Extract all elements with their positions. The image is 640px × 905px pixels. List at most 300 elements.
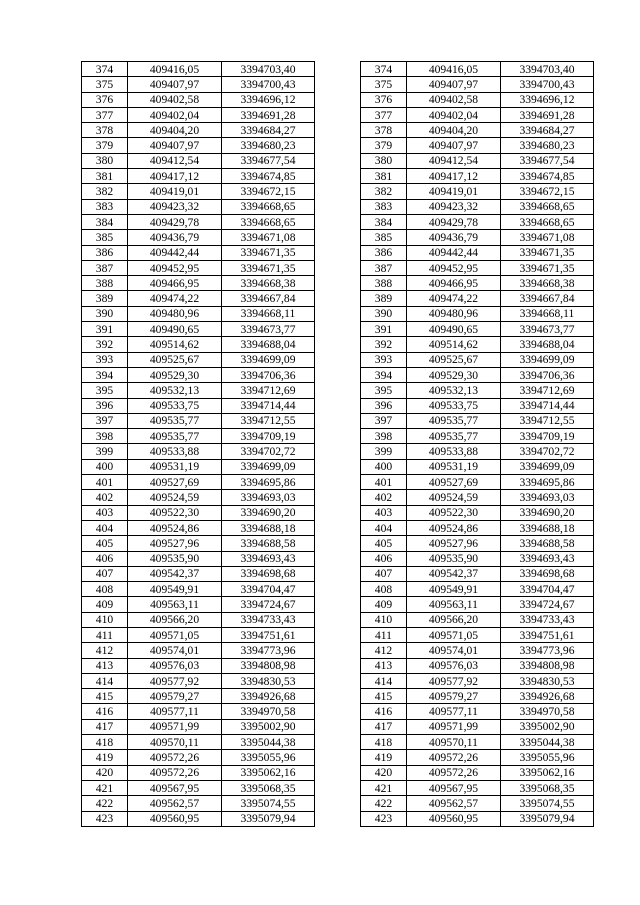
right-y-coordinate-cell: 3395044,38 [500, 735, 593, 750]
right-y-coordinate-cell: 3394680,23 [500, 138, 593, 153]
right-y-coordinate-cell: 3394668,65 [500, 214, 593, 229]
left-x-coordinate-cell: 409533,88 [127, 444, 221, 459]
right-x-coordinate-cell: 409566,20 [406, 612, 500, 627]
right-y-coordinate-cell: 3394671,35 [500, 260, 593, 275]
left-y-coordinate-cell: 3394830,53 [222, 673, 315, 688]
left-y-coordinate-cell: 3394671,08 [222, 230, 315, 245]
left-y-coordinate-cell: 3394668,38 [222, 276, 315, 291]
right-x-coordinate-cell: 409577,11 [406, 704, 500, 719]
right-point-number-cell: 389 [360, 291, 406, 306]
left-y-coordinate-cell: 3394677,54 [222, 153, 315, 168]
left-point-number-cell: 410 [82, 612, 128, 627]
left-x-coordinate-cell: 409524,86 [127, 520, 221, 535]
left-point-number-cell: 383 [82, 199, 128, 214]
table-row [82, 536, 594, 551]
right-x-coordinate-cell: 409417,12 [406, 169, 500, 184]
right-point-number-cell: 423 [360, 811, 406, 826]
left-x-coordinate-cell: 409429,78 [127, 214, 221, 229]
right-point-number-cell: 394 [360, 367, 406, 382]
table-row [82, 306, 594, 321]
left-x-coordinate-cell: 409570,11 [127, 735, 221, 750]
table-row [82, 367, 594, 382]
right-y-coordinate-cell: 3395074,55 [500, 796, 593, 811]
left-y-coordinate-cell: 3394699,09 [222, 459, 315, 474]
table-row [82, 276, 594, 291]
right-x-coordinate-cell: 409429,78 [406, 214, 500, 229]
right-y-coordinate-cell: 3394926,68 [500, 689, 593, 704]
table-row [82, 260, 594, 275]
left-point-number-cell: 392 [82, 337, 128, 352]
left-x-coordinate-cell: 409407,97 [127, 138, 221, 153]
right-x-coordinate-cell: 409560,95 [406, 811, 500, 826]
left-x-coordinate-cell: 409577,11 [127, 704, 221, 719]
left-point-number-cell: 415 [82, 689, 128, 704]
right-point-number-cell: 387 [360, 260, 406, 275]
left-point-number-cell: 400 [82, 459, 128, 474]
left-x-coordinate-cell: 409549,91 [127, 582, 221, 597]
left-x-coordinate-cell: 409535,77 [127, 413, 221, 428]
left-y-coordinate-cell: 3394698,68 [222, 566, 315, 581]
right-y-coordinate-cell: 3394673,77 [500, 322, 593, 337]
right-x-coordinate-cell: 409452,95 [406, 260, 500, 275]
right-point-number-cell: 377 [360, 107, 406, 122]
column-gap [314, 735, 360, 750]
right-point-number-cell: 376 [360, 92, 406, 107]
column-gap [314, 276, 360, 291]
right-x-coordinate-cell: 409533,75 [406, 398, 500, 413]
table-row [82, 796, 594, 811]
left-y-coordinate-cell: 3394688,04 [222, 337, 315, 352]
left-point-number-cell: 405 [82, 536, 128, 551]
table-row [82, 153, 594, 168]
left-x-coordinate-cell: 409417,12 [127, 169, 221, 184]
column-gap [314, 107, 360, 122]
left-y-coordinate-cell: 3394668,65 [222, 199, 315, 214]
right-x-coordinate-cell: 409533,88 [406, 444, 500, 459]
left-y-coordinate-cell: 3394671,35 [222, 245, 315, 260]
left-y-coordinate-cell: 3394970,58 [222, 704, 315, 719]
column-gap [314, 658, 360, 673]
right-x-coordinate-cell: 409531,19 [406, 459, 500, 474]
right-y-coordinate-cell: 3394703,40 [500, 62, 593, 77]
left-point-number-cell: 376 [82, 92, 128, 107]
left-y-coordinate-cell: 3394773,96 [222, 643, 315, 658]
column-gap [314, 719, 360, 734]
right-y-coordinate-cell: 3394671,35 [500, 245, 593, 260]
left-x-coordinate-cell: 409542,37 [127, 566, 221, 581]
column-gap [314, 123, 360, 138]
left-y-coordinate-cell: 3394704,47 [222, 582, 315, 597]
column-gap [314, 796, 360, 811]
right-y-coordinate-cell: 3394704,47 [500, 582, 593, 597]
table-row [82, 490, 594, 505]
table-row [82, 107, 594, 122]
right-x-coordinate-cell: 409571,05 [406, 627, 500, 642]
right-point-number-cell: 412 [360, 643, 406, 658]
column-gap [314, 291, 360, 306]
left-point-number-cell: 399 [82, 444, 128, 459]
left-x-coordinate-cell: 409442,44 [127, 245, 221, 260]
right-y-coordinate-cell: 3394668,11 [500, 306, 593, 321]
right-x-coordinate-cell: 409572,26 [406, 765, 500, 780]
right-y-coordinate-cell: 3394690,20 [500, 505, 593, 520]
right-point-number-cell: 384 [360, 214, 406, 229]
table-row [82, 658, 594, 673]
left-point-number-cell: 389 [82, 291, 128, 306]
right-point-number-cell: 420 [360, 765, 406, 780]
left-point-number-cell: 379 [82, 138, 128, 153]
left-point-number-cell: 390 [82, 306, 128, 321]
right-x-coordinate-cell: 409563,11 [406, 597, 500, 612]
column-gap [314, 383, 360, 398]
right-x-coordinate-cell: 409402,04 [406, 107, 500, 122]
left-y-coordinate-cell: 3394688,58 [222, 536, 315, 551]
table-row [82, 383, 594, 398]
right-y-coordinate-cell: 3394706,36 [500, 367, 593, 382]
left-point-number-cell: 391 [82, 322, 128, 337]
right-x-coordinate-cell: 409542,37 [406, 566, 500, 581]
left-y-coordinate-cell: 3394703,40 [222, 62, 315, 77]
column-gap [314, 322, 360, 337]
right-x-coordinate-cell: 409466,95 [406, 276, 500, 291]
left-y-coordinate-cell: 3394733,43 [222, 612, 315, 627]
left-y-coordinate-cell: 3395044,38 [222, 735, 315, 750]
right-x-coordinate-cell: 409474,22 [406, 291, 500, 306]
left-y-coordinate-cell: 3394926,68 [222, 689, 315, 704]
right-point-number-cell: 415 [360, 689, 406, 704]
column-gap [314, 245, 360, 260]
table-row [82, 735, 594, 750]
left-point-number-cell: 380 [82, 153, 128, 168]
right-y-coordinate-cell: 3394698,68 [500, 566, 593, 581]
right-point-number-cell: 393 [360, 352, 406, 367]
right-point-number-cell: 404 [360, 520, 406, 535]
column-gap [314, 551, 360, 566]
right-point-number-cell: 421 [360, 780, 406, 795]
right-y-coordinate-cell: 3394667,84 [500, 291, 593, 306]
left-x-coordinate-cell: 409466,95 [127, 276, 221, 291]
right-x-coordinate-cell: 409549,91 [406, 582, 500, 597]
left-x-coordinate-cell: 409514,62 [127, 337, 221, 352]
column-gap [314, 704, 360, 719]
left-x-coordinate-cell: 409531,19 [127, 459, 221, 474]
right-point-number-cell: 419 [360, 750, 406, 765]
left-y-coordinate-cell: 3395062,16 [222, 765, 315, 780]
right-x-coordinate-cell: 409572,26 [406, 750, 500, 765]
left-point-number-cell: 404 [82, 520, 128, 535]
left-point-number-cell: 387 [82, 260, 128, 275]
left-y-coordinate-cell: 3394690,20 [222, 505, 315, 520]
coordinates-table-body [82, 62, 594, 827]
left-y-coordinate-cell: 3394671,35 [222, 260, 315, 275]
right-point-number-cell: 413 [360, 658, 406, 673]
right-y-coordinate-cell: 3394712,55 [500, 413, 593, 428]
right-y-coordinate-cell: 3394695,86 [500, 475, 593, 490]
column-gap [314, 92, 360, 107]
table-row [82, 413, 594, 428]
table-row [82, 291, 594, 306]
right-point-number-cell: 383 [360, 199, 406, 214]
right-y-coordinate-cell: 3394677,54 [500, 153, 593, 168]
table-row [82, 612, 594, 627]
left-x-coordinate-cell: 409577,92 [127, 673, 221, 688]
left-x-coordinate-cell: 409567,95 [127, 780, 221, 795]
left-point-number-cell: 423 [82, 811, 128, 826]
column-gap [314, 780, 360, 795]
right-x-coordinate-cell: 409407,97 [406, 77, 500, 92]
left-x-coordinate-cell: 409574,01 [127, 643, 221, 658]
left-point-number-cell: 413 [82, 658, 128, 673]
left-point-number-cell: 395 [82, 383, 128, 398]
table-row [82, 750, 594, 765]
column-gap [314, 260, 360, 275]
right-point-number-cell: 416 [360, 704, 406, 719]
column-gap [314, 643, 360, 658]
left-point-number-cell: 409 [82, 597, 128, 612]
table-row [82, 765, 594, 780]
right-y-coordinate-cell: 3394674,85 [500, 169, 593, 184]
column-gap [314, 689, 360, 704]
table-row [82, 459, 594, 474]
left-x-coordinate-cell: 409524,59 [127, 490, 221, 505]
left-point-number-cell: 402 [82, 490, 128, 505]
left-x-coordinate-cell: 409404,20 [127, 123, 221, 138]
right-x-coordinate-cell: 409576,03 [406, 658, 500, 673]
left-y-coordinate-cell: 3394691,28 [222, 107, 315, 122]
right-x-coordinate-cell: 409570,11 [406, 735, 500, 750]
right-x-coordinate-cell: 409524,59 [406, 490, 500, 505]
right-point-number-cell: 410 [360, 612, 406, 627]
table-row [82, 123, 594, 138]
left-y-coordinate-cell: 3394693,43 [222, 551, 315, 566]
table-row [82, 505, 594, 520]
column-gap [314, 444, 360, 459]
right-x-coordinate-cell: 409579,27 [406, 689, 500, 704]
right-y-coordinate-cell: 3394702,72 [500, 444, 593, 459]
right-point-number-cell: 380 [360, 153, 406, 168]
left-point-number-cell: 401 [82, 475, 128, 490]
column-gap [314, 566, 360, 581]
column-gap [314, 184, 360, 199]
left-x-coordinate-cell: 409535,90 [127, 551, 221, 566]
right-point-number-cell: 386 [360, 245, 406, 260]
right-y-coordinate-cell: 3394808,98 [500, 658, 593, 673]
column-gap [314, 77, 360, 92]
right-y-coordinate-cell: 3394672,15 [500, 184, 593, 199]
column-gap [314, 673, 360, 688]
left-point-number-cell: 407 [82, 566, 128, 581]
right-x-coordinate-cell: 409574,01 [406, 643, 500, 658]
right-y-coordinate-cell: 3394700,43 [500, 77, 593, 92]
table-row [82, 444, 594, 459]
table-row [82, 811, 594, 826]
right-y-coordinate-cell: 3395002,90 [500, 719, 593, 734]
left-y-coordinate-cell: 3394724,67 [222, 597, 315, 612]
right-x-coordinate-cell: 409567,95 [406, 780, 500, 795]
right-y-coordinate-cell: 3394714,44 [500, 398, 593, 413]
right-point-number-cell: 398 [360, 429, 406, 444]
left-y-coordinate-cell: 3394667,84 [222, 291, 315, 306]
left-x-coordinate-cell: 409566,20 [127, 612, 221, 627]
right-point-number-cell: 385 [360, 230, 406, 245]
column-gap [314, 169, 360, 184]
left-point-number-cell: 382 [82, 184, 128, 199]
right-x-coordinate-cell: 409535,90 [406, 551, 500, 566]
left-point-number-cell: 397 [82, 413, 128, 428]
right-point-number-cell: 402 [360, 490, 406, 505]
right-point-number-cell: 422 [360, 796, 406, 811]
table-row [82, 62, 594, 77]
left-point-number-cell: 374 [82, 62, 128, 77]
left-y-coordinate-cell: 3394699,09 [222, 352, 315, 367]
right-x-coordinate-cell: 409571,99 [406, 719, 500, 734]
coordinates-table [81, 61, 594, 827]
left-point-number-cell: 381 [82, 169, 128, 184]
table-row [82, 138, 594, 153]
column-gap [314, 352, 360, 367]
right-x-coordinate-cell: 409527,96 [406, 536, 500, 551]
right-x-coordinate-cell: 409416,05 [406, 62, 500, 77]
right-point-number-cell: 406 [360, 551, 406, 566]
column-gap [314, 214, 360, 229]
left-y-coordinate-cell: 3394673,77 [222, 322, 315, 337]
left-x-coordinate-cell: 409576,03 [127, 658, 221, 673]
column-gap [314, 627, 360, 642]
column-gap [314, 811, 360, 826]
left-x-coordinate-cell: 409452,95 [127, 260, 221, 275]
right-x-coordinate-cell: 409419,01 [406, 184, 500, 199]
left-x-coordinate-cell: 409474,22 [127, 291, 221, 306]
left-point-number-cell: 396 [82, 398, 128, 413]
right-point-number-cell: 395 [360, 383, 406, 398]
right-y-coordinate-cell: 3394693,03 [500, 490, 593, 505]
left-point-number-cell: 411 [82, 627, 128, 642]
table-row [82, 582, 594, 597]
left-x-coordinate-cell: 409525,67 [127, 352, 221, 367]
right-point-number-cell: 400 [360, 459, 406, 474]
right-y-coordinate-cell: 3394830,53 [500, 673, 593, 688]
column-gap [314, 62, 360, 77]
left-y-coordinate-cell: 3394674,85 [222, 169, 315, 184]
left-x-coordinate-cell: 409480,96 [127, 306, 221, 321]
left-point-number-cell: 412 [82, 643, 128, 658]
right-y-coordinate-cell: 3394688,58 [500, 536, 593, 551]
left-x-coordinate-cell: 409527,96 [127, 536, 221, 551]
right-point-number-cell: 418 [360, 735, 406, 750]
right-x-coordinate-cell: 409480,96 [406, 306, 500, 321]
left-point-number-cell: 417 [82, 719, 128, 734]
right-y-coordinate-cell: 3395079,94 [500, 811, 593, 826]
left-point-number-cell: 386 [82, 245, 128, 260]
left-point-number-cell: 419 [82, 750, 128, 765]
right-point-number-cell: 407 [360, 566, 406, 581]
right-point-number-cell: 381 [360, 169, 406, 184]
right-x-coordinate-cell: 409527,69 [406, 475, 500, 490]
column-gap [314, 612, 360, 627]
right-point-number-cell: 405 [360, 536, 406, 551]
right-x-coordinate-cell: 409404,20 [406, 123, 500, 138]
left-point-number-cell: 394 [82, 367, 128, 382]
left-point-number-cell: 384 [82, 214, 128, 229]
right-y-coordinate-cell: 3395068,35 [500, 780, 593, 795]
left-x-coordinate-cell: 409563,11 [127, 597, 221, 612]
table-row [82, 475, 594, 490]
left-point-number-cell: 398 [82, 429, 128, 444]
left-y-coordinate-cell: 3394706,36 [222, 367, 315, 382]
right-x-coordinate-cell: 409532,13 [406, 383, 500, 398]
right-point-number-cell: 401 [360, 475, 406, 490]
table-row [82, 673, 594, 688]
left-point-number-cell: 420 [82, 765, 128, 780]
left-y-coordinate-cell: 3395068,35 [222, 780, 315, 795]
left-x-coordinate-cell: 409571,99 [127, 719, 221, 734]
left-point-number-cell: 393 [82, 352, 128, 367]
left-x-coordinate-cell: 409412,54 [127, 153, 221, 168]
table-row [82, 337, 594, 352]
table-row [82, 704, 594, 719]
table-row [82, 214, 594, 229]
left-y-coordinate-cell: 3395074,55 [222, 796, 315, 811]
column-gap [314, 505, 360, 520]
right-y-coordinate-cell: 3394733,43 [500, 612, 593, 627]
right-point-number-cell: 397 [360, 413, 406, 428]
column-gap [314, 582, 360, 597]
right-y-coordinate-cell: 3395062,16 [500, 765, 593, 780]
left-x-coordinate-cell: 409532,13 [127, 383, 221, 398]
table-row [82, 230, 594, 245]
left-point-number-cell: 421 [82, 780, 128, 795]
right-y-coordinate-cell: 3394693,43 [500, 551, 593, 566]
left-y-coordinate-cell: 3394712,69 [222, 383, 315, 398]
right-x-coordinate-cell: 409423,32 [406, 199, 500, 214]
right-point-number-cell: 382 [360, 184, 406, 199]
left-x-coordinate-cell: 409572,26 [127, 765, 221, 780]
column-gap [314, 367, 360, 382]
right-x-coordinate-cell: 409562,57 [406, 796, 500, 811]
table-row [82, 398, 594, 413]
right-x-coordinate-cell: 409442,44 [406, 245, 500, 260]
left-point-number-cell: 416 [82, 704, 128, 719]
right-y-coordinate-cell: 3394668,38 [500, 276, 593, 291]
table-row [82, 77, 594, 92]
left-x-coordinate-cell: 409527,69 [127, 475, 221, 490]
left-y-coordinate-cell: 3394668,11 [222, 306, 315, 321]
left-y-coordinate-cell: 3394695,86 [222, 475, 315, 490]
right-x-coordinate-cell: 409524,86 [406, 520, 500, 535]
table-row [82, 92, 594, 107]
left-x-coordinate-cell: 409579,27 [127, 689, 221, 704]
right-point-number-cell: 408 [360, 582, 406, 597]
table-row [82, 719, 594, 734]
left-point-number-cell: 406 [82, 551, 128, 566]
left-y-coordinate-cell: 3394668,65 [222, 214, 315, 229]
column-gap [314, 490, 360, 505]
right-x-coordinate-cell: 409535,77 [406, 413, 500, 428]
left-point-number-cell: 375 [82, 77, 128, 92]
left-y-coordinate-cell: 3394696,12 [222, 92, 315, 107]
left-y-coordinate-cell: 3394709,19 [222, 429, 315, 444]
left-y-coordinate-cell: 3395055,96 [222, 750, 315, 765]
left-x-coordinate-cell: 409535,77 [127, 429, 221, 444]
left-x-coordinate-cell: 409419,01 [127, 184, 221, 199]
right-x-coordinate-cell: 409522,30 [406, 505, 500, 520]
left-y-coordinate-cell: 3394680,23 [222, 138, 315, 153]
left-point-number-cell: 418 [82, 735, 128, 750]
right-y-coordinate-cell: 3394724,67 [500, 597, 593, 612]
column-gap [314, 153, 360, 168]
left-point-number-cell: 403 [82, 505, 128, 520]
table-row [82, 520, 594, 535]
